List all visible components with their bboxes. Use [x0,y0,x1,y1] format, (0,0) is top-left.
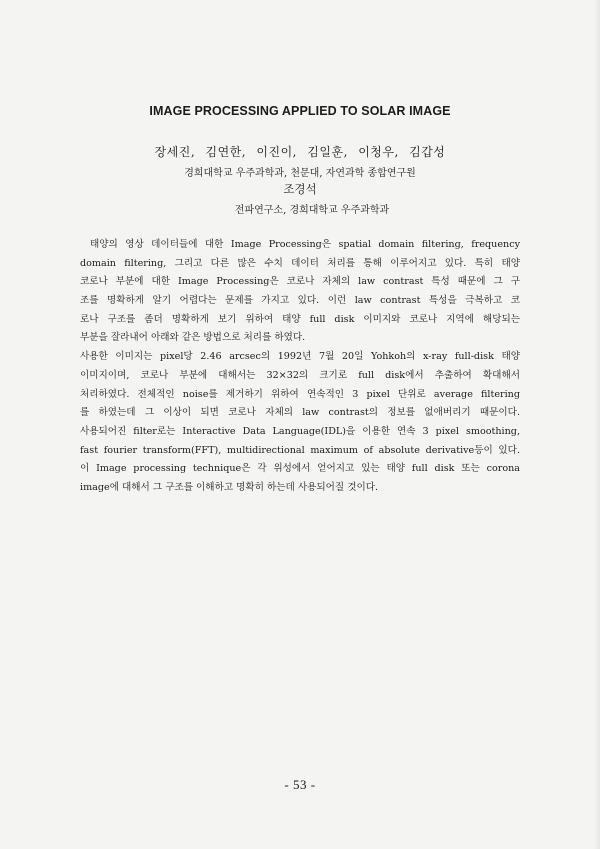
body-line: 부분을 잘라내어 아래와 같은 방법으로 처리를 하였다. [80,332,306,344]
author-secondary: 조경석 [283,182,317,196]
author-list: 장세진, 김연한, 이진이, 김일훈, 이청우, 김갑성 [154,145,446,159]
affiliation-secondary: 전파연구소, 경희대학교 우주과학과 [234,205,390,216]
page-number: - 53 - [284,777,316,792]
body-line: 로나 구조를 좀더 명확하게 보기 위하여 태양 full disk 이미지와 코로나 지역에 해당되는 [80,313,520,325]
body-line: 사용되어진 filter로는 Interactive Data Language(IDL)을 이용한 연속 3 pixel smoothing, [80,425,520,437]
body-line: image에 대해서 그 구조를 이해하고 명확히 하는데 사용되어질 것이다. [80,481,379,493]
body-line: domain filtering, 그리고 다른 많은 수치 데이터 처리를 통해 이루어지고 있다. 특히 태양 [80,257,520,269]
body-line: 코로나 부분에 대한 Image Processing은 코로나 자체의 law contrast 특성 때문에 그 구 [80,276,520,288]
paper-title: IMAGE PROCESSING APPLIED TO SOLAR IMAGE [149,104,451,118]
body-line: 를 하였는데 그 이상이 되면 코로나 자체의 law contrast의 정보를 없애버리기 때문이다. [80,407,520,419]
body-line: 조를 명확하게 알기 어렵다는 문제를 가지고 있다. 이런 law contrast 특성을 극복하고 코 [80,295,520,307]
affiliation-primary: 경희대학교 우주과학과, 천문대, 자연과학 종합연구원 [184,168,416,179]
body-line: 처리하였다. 전체적인 noise를 제거하기 위하여 연속적인 3 pixel 단위로 average filtering [80,388,520,400]
page-edge-shadow [594,0,600,849]
body-line: 사용한 이미지는 pixel당 2.46 arcsec의 1992년 7월 20일 Yohkoh의 x-ray full-disk 태양 [80,351,520,363]
body-line: 이 Image processing technique은 각 위성에서 얻어지고 있는 태양 full disk 또는 corona [80,463,520,475]
body-line: 태양의 영상 데이터들에 대한 Image Processing은 spatial domain filtering, frequency [90,239,520,250]
body-line: 이미지이며, 코로나 부분에 대해서는 32×32의 크기로 full disk에서 추출하여 확대해서 [80,369,520,381]
body-line: fast fourier transform(FFT), multidirectional maximum of absolute derivative등이 있다. [80,444,520,456]
abstract-body [80,236,520,498]
